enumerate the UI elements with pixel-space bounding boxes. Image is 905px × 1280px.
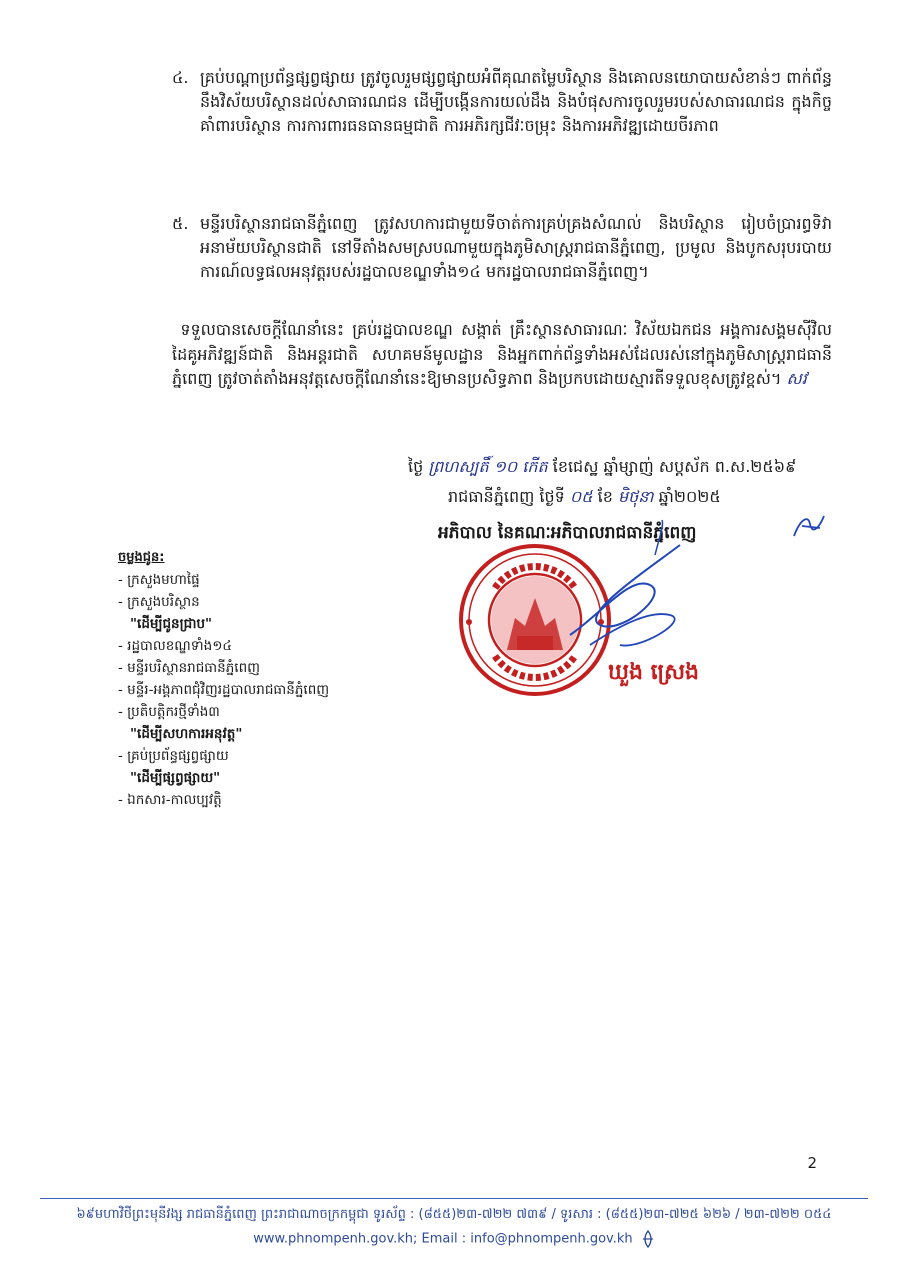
distribution-item: - ក្រសួងមហាផ្ទៃ xyxy=(118,572,200,588)
footer-contact xyxy=(40,1230,868,1248)
distribution-item: - មន្ទីរ-អង្គភាពជុំវិញរដ្ឋបាលរាជធានីភ្នំពេញ xyxy=(118,682,330,698)
distribution-heading: ចម្លងជូន: xyxy=(118,550,165,565)
solar-day: ០៥ xyxy=(569,487,593,506)
footer-address: ៦៩មហាវិថីព្រះមុនីវង្ស រាជធានីភ្នំពេញ ព្រះរាជាណាចក្រកម្ពុជា ទូរស័ព្ទ : (៨៥៥)២៣-៧២២ ៧៣៩ / ទូរសារ : (៨៥៥)២៣-៧២៥ ៦២៦ / ២៣-៧២២ ០៥៤ xyxy=(76,1207,832,1222)
distribution-rows xyxy=(118,569,418,811)
distribution-item: - រដ្ឋបាលខណ្ឌទាំង១៤ xyxy=(118,638,232,654)
item-number: ៥. xyxy=(172,214,189,233)
list-item-5 xyxy=(172,212,832,284)
lunar-prefix: ថ្ងៃ xyxy=(408,457,424,476)
distribution-note: "ដើម្បីជូនជ្រាប" xyxy=(130,616,213,632)
solar-month-prefix: ខែ xyxy=(597,487,613,506)
distribution-note: "ដើម្បីផ្សព្វផ្សាយ" xyxy=(130,770,221,786)
distribution-item: - ឯកសារ-កាលប្បវត្តិ xyxy=(118,792,222,808)
item-text: មន្ទីរបរិស្ថានរាជធានីភ្នំពេញ ត្រូវសហការជាមួយទីចាត់ការគ្រប់គ្រងសំណល់ និងបរិស្ថាន រៀបចំប្រារព្ធទិវាអនាម័យបរិស្ថានជាតិ នៅទីតាំងសមស្របណាមួយក្នុងភូមិសាស្ត្ររាជធានីភ្នំពេញ, ប្រមូល និងបូកសរុបរបាយការណ៍លទ្ធផលអនុវត្តរបស់រដ្ឋបាលខណ្ឌទាំង១៤ មករដ្ឋបាលរាជធានីភ្នំពេញ។ xyxy=(200,214,832,281)
closing-paragraph xyxy=(172,318,832,392)
page-number: 2 xyxy=(807,1154,817,1172)
solar-month: មិថុនា xyxy=(617,487,654,506)
item-number: ៤. xyxy=(172,68,189,87)
closing-initial: សវ xyxy=(786,369,807,388)
signer-title: អភិបាល នៃគណៈអភិបាលរាជធានីភ្នំពេញ xyxy=(438,523,697,543)
lunar-rest: ខែជេស្ឋ ឆ្នាំម្សាញ់ សប្តស័ក ព.ស.២៥៦៩ xyxy=(552,457,797,476)
footer-divider xyxy=(40,1198,868,1199)
distribution-item: - ប្រតិបត្តិករថ្មីទាំង៣ xyxy=(118,704,220,720)
item-text: គ្រប់បណ្តាប្រព័ន្ធផ្សព្វផ្សាយ ត្រូវចូលរួមផ្សព្វផ្សាយអំពីគុណតម្លៃបរិស្ថាន និងគោលនយោបាយសំខាន់ៗ ពាក់ព័ន្ធនឹងវិស័យបរិស្ថានដល់សាធារណជន ដើម្បីបង្កើនការយល់ដឹង និងបំផុសការចូលរួមរបស់សាធារណជន ក្នុងកិច្ចគាំពារបរិស្ថាន ការការពារធនធានធម្មជាតិ ការអភិរក្សជីវៈចម្រុះ និងការអភិវឌ្ឍដោយចីរភាព xyxy=(200,68,832,135)
distribution-item: - មន្ទីរបរិស្ថានរាជធានីភ្នំពេញ xyxy=(118,660,260,676)
signer-name: ឃួង ស្រេង xyxy=(608,660,700,685)
footer-logo-icon xyxy=(641,1230,655,1248)
footer-web: www.phnompenh.gov.kh; Email : info@phnompenh.gov.kh xyxy=(253,1231,633,1247)
distribution-note: "ដើម្បីសហការអនុវត្ត" xyxy=(130,726,243,742)
solar-date xyxy=(448,486,721,510)
lunar-date xyxy=(408,456,796,480)
signature-icon xyxy=(560,515,700,665)
distribution-item: - ក្រសួងបរិស្ថាន xyxy=(118,594,200,610)
solar-year: ឆ្នាំ២០២៥ xyxy=(658,487,721,506)
distribution-item: - គ្រប់ប្រព័ន្ធផ្សព្វផ្សាយ xyxy=(118,748,229,764)
solar-prefix: រាជធានីភ្នំពេញ ថ្ងៃទី xyxy=(448,487,565,506)
initial-signature-icon xyxy=(790,510,830,542)
closing-text: ទទួលបានសេចក្តីណែនាំនេះ គ្រប់រដ្ឋបាលខណ្ឌ សង្កាត់ គ្រឹះស្ថានសាធារណៈ វិស័យឯកជន អង្គការសង្គមស៊ីវិល ដៃគូអភិវឌ្ឍន៍ជាតិ និងអន្តរជាតិ សហគមន៍មូលដ្ឋាន និងអ្នកពាក់ព័ន្ធទាំងអស់ដែលរស់នៅក្នុងភូមិសាស្ត្ររាជធានីភ្នំពេញ ត្រូវចាត់តាំងអនុវត្តសេចក្តីណែនាំនេះឱ្យមានប្រសិទ្ធភាព និងប្រកបដោយស្មារតីទទួលខុសត្រូវខ្ពស់។ xyxy=(172,320,832,388)
distribution-list xyxy=(118,547,418,811)
list-item-4 xyxy=(172,66,832,138)
lunar-handwritten: ព្រហស្បតិ៍ ១០ កើត xyxy=(428,457,548,476)
